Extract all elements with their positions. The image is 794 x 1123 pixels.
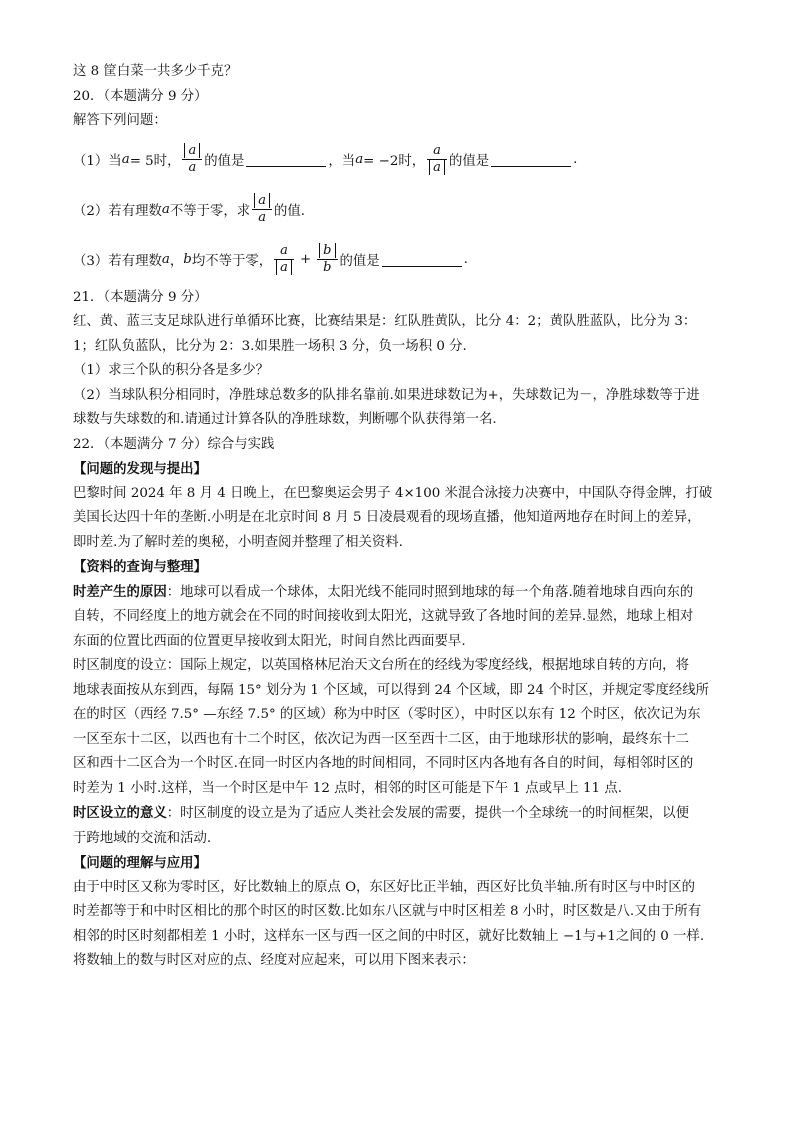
q22-apply-line: 相邻的时区时刻都相差 1 小时，这样东一区与西一区之间的中时区，就好比数轴上 −1与+1之间的 0 一样. [73,928,705,944]
frac-num: b [319,243,335,258]
q22-zone-line: 在的时区（西经 7.5° —东经 7.5° 的区域）称为中时区（零时区），中时区以东有 12 个时区，依次记为东 [73,707,701,722]
frac-num: a [433,143,441,158]
q22-zone-line: 时差为 1 小时.这样，当一个时区是中午 12 点时，相邻的时区可能是下午 1 点或早上 11 点. [73,780,622,796]
answer-blank[interactable] [382,252,462,267]
q22-cause-line: 东面的位置比西面的位置更早接收到太阳光，时间自然比西面要早. [73,633,466,649]
q21-sub1: （1）求三个队的积分各是多少？ [73,363,269,378]
fraction-abs-a-over-a [252,193,272,226]
q20-p1-cond2: = −2时， [363,154,426,169]
cause-label: 时差产生的原因 [73,583,167,600]
meaning-text: ：时区制度的设立是为了适应人类社会发展的需要，提供一个全球统一的时间框架，以便 [166,806,689,821]
q21-body-line: 1；红队负蓝队，比分为 2：3.如果胜一场积 3 分，负一场积 0 分. [73,338,467,354]
frac-num: a [254,193,270,208]
q22-zone-line: 一区至东十二区，以西也有十二个时区，依次记为西一区至西十二区，由于地球形状的影响，最终东十二 [73,731,689,747]
q20-p2-var: a [161,202,170,217]
q21-sub2-line: （2）当球队积分相同时，净胜球总数多的队排名靠前.如果进球数记为+，失球数记为－，净胜球数等于进 [73,387,700,403]
q22-sec1-line: 美国长达四十年的垄断.小明是在北京时间 8 月 5 日凌晨观看的现场直播，他知道两地存在时间上的差异， [73,510,701,525]
q20-p3-tail: 的值是 [339,254,380,269]
plus-sign: + [299,252,312,267]
q20-p3-lead: （3）若有理数 [73,254,162,269]
q22-zone-line: 区和西十二区合为一个时区.在同一时区内各地的时间相同，不同时区内各地有各自的时间，每相邻时区的 [73,756,694,771]
q22-section-title: 【问题的发现与提出】 [73,461,207,477]
q20-p3-var-a: a [161,252,170,267]
q20-header: 20．（本题满分 9 分） [73,88,208,104]
frac-den: b [323,260,332,275]
frac-num: a [184,143,200,158]
q22-apply-line: 将数轴上的数与时区对应的点、经度对应起来，可以用下图来表示： [73,953,475,968]
q22-cause-line: 自转，不同经度上的地方就会在不同的时间接收到太阳光，这就导致了各地时间的差异.显然，地球上相对 [73,609,694,624]
fraction-abs-b-over-b [317,243,337,276]
q20-p3-end: . [463,252,468,267]
q22-sec1-line: 巴黎时间 2024 年 8 月 4 日晚上，在巴黎奥运会男子 4×100 米混合泳接力决赛中，中国队夺得金牌，打破 [73,485,713,501]
frac-den: a [188,160,197,175]
q22-zone-line: 时区制度的设立：国际上规定，以英国格林尼治天文台所在的经线为零度经线，根据地球自转的方向，将 [73,658,689,673]
exam-page [73,60,721,974]
q21-body-line: 红、黄、蓝三支足球队进行单循环比赛，比赛结果是：红队胜黄队，比分 4：2；黄队胜蓝队，比分为 3： [73,314,697,329]
q20-p3-mid: 均不等于零， [191,254,273,269]
q20-p3-var-b: b [183,252,192,267]
q20-p1-cond1: = 5时， [129,154,181,169]
q22-meaning-line [73,801,721,827]
fraction-abs-a-over-a [182,143,202,176]
q20-p2-mid: 不等于零，求 [169,204,251,219]
q20-p1-var: a [121,152,130,167]
q21-sub2-line: 球数与失球数的和.请通过计算各队的净胜球数，判断哪个队获得第一名. [73,412,497,427]
q20-part1 [73,136,721,184]
frac-num: a [280,243,288,258]
q20-p1-end: . [573,152,578,167]
q22-header: 22．（本题满分 7 分）综合与实践 [73,436,275,452]
q20-p1-mid1: 的值是 [204,154,245,169]
q22-apply-line: 由于中时区又称为零时区，好比数轴上的原点 O，东区好比正半轴，西区好比负半轴.所有时区与中时区的 [73,879,696,895]
q20-p2-end: 的值. [273,204,306,219]
q20-prompt: 解答下列问题： [73,113,167,128]
q20-p1-mid2: 的值是 [448,154,490,169]
q20-part3 [73,236,721,284]
fraction-a-over-abs-a [274,243,294,276]
frac-den: a [429,160,445,175]
intro-line: 这 8 筐白菜一共多少千克？ [73,64,238,79]
q22-zone-line: 地球表面按从东到西，每隔 15° 划分为 1 个区域，可以得到 24 个区域，即 24 个时区，并规定零度经线所 [73,682,710,698]
q22-cause-line [73,580,721,606]
q20-part2 [73,186,721,234]
q20-p1-sep: ，当 [328,154,356,169]
q22-section-title: 【问题的理解与应用】 [73,855,207,871]
q22-sec1-line: 即时差.为了解时差的奥秘，小明查阅并整理了相关资料. [73,534,403,550]
frac-den: a [258,210,266,225]
q22-apply-line: 时差都等于和中时区相比的那个时区的时区数.比如东八区就与中时区相差 8 小时，时区数是八.又由于所有 [73,904,702,919]
q21-header: 21．（本题满分 9 分） [73,289,208,305]
q20-p3-comma: ， [169,254,184,269]
q22-meaning-line: 于跨地域的交流和活动. [73,830,212,846]
frac-den: a [276,260,292,275]
q20-p1-lead: （1）当 [73,154,122,169]
answer-blank[interactable] [491,152,571,167]
fraction-a-over-abs-a [427,143,447,176]
q20-p1-var2: a [355,152,364,167]
cause-text: ：地球可以看成一个球体，太阳光线不能同时照到地球的每一个角落.随着地球自西向东的 [166,584,694,600]
q22-section-title: 【资料的查询与整理】 [73,559,207,575]
q20-p2-lead: （2）若有理数 [73,204,162,219]
answer-blank[interactable] [246,152,326,167]
meaning-label: 时区设立的意义 [73,805,167,821]
